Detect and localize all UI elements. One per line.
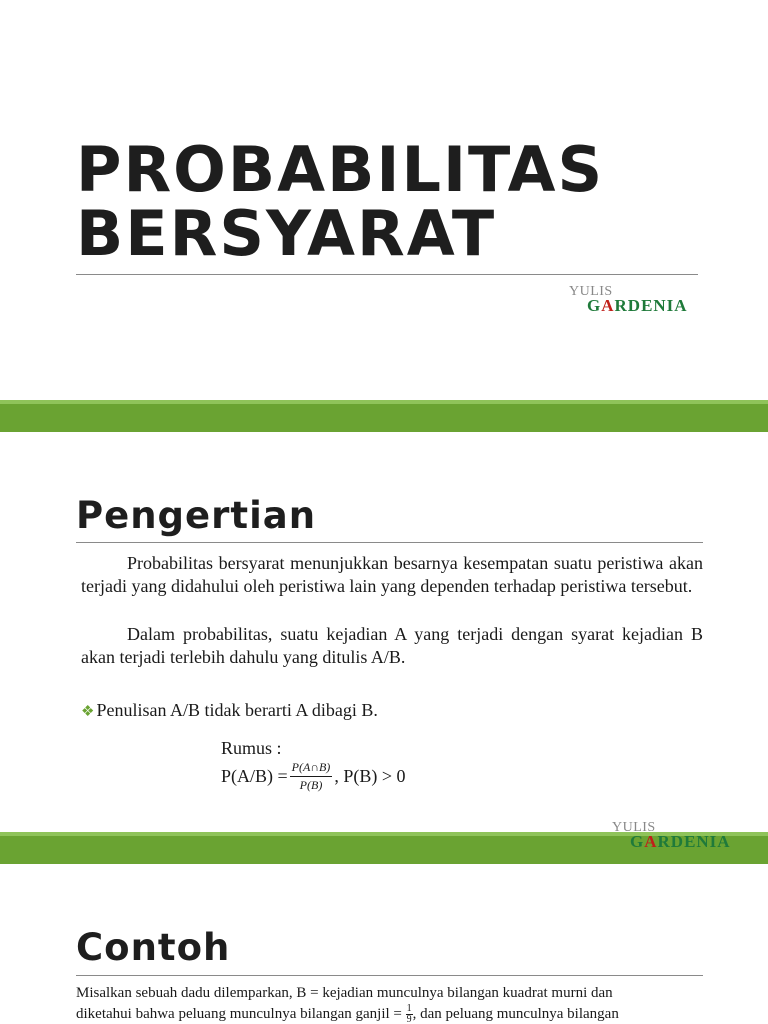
slide-title <box>76 133 605 270</box>
heading-divider <box>76 542 703 543</box>
formula-fraction: $\frac{P(A\cap B)}{P(B)}$ <box>291 760 331 792</box>
example-text: Misalkan sebuah dadu dilemparkan, B = kejadian munculnya bilangan kuadrat murni dan diketahui bahwa peluang munculnya bilangan ganjil = $\frac{1}{9}$ , dan peluang munculnya bilangan <box>76 985 619 1024</box>
gardenia-logo-2 <box>612 820 742 854</box>
definition-paragraph-1: Probabilitas bersyarat menunjukkan besarnya kesempatan suatu peristiwa akan terjadi yang didahului oleh peristiwa lain yang dependen terhadap peristiwa tersebut. <box>81 553 703 596</box>
title-divider <box>76 274 698 275</box>
formula-label: Rumus : <box>221 738 282 758</box>
definition-slide <box>0 432 768 832</box>
gardenia-logo <box>569 284 699 318</box>
section-heading: Contoh <box>76 926 231 969</box>
definition-paragraph-2: Dalam probabilitas, suatu kejadian A yang terjadi dengan syarat kejadian B akan terjadi terlebih dahulu yang ditulis A/B. <box>81 624 703 667</box>
title-line-2: BERSYARAT <box>76 197 497 270</box>
example-fraction: $\frac{1}{9}$ <box>406 1003 412 1024</box>
section-heading: Pengertian <box>76 494 317 537</box>
heading-divider <box>76 975 703 976</box>
bullet-note: ❖ Penulisan A/B tidak berarti A dibagi B. <box>81 700 378 720</box>
green-separator-band <box>0 400 768 432</box>
conditional-probability-formula: P(A/B) = $\frac{P(A\cap B)}{P(B)}$ , P(B) > 0 <box>221 760 406 792</box>
logo-brand: GARDENIA <box>587 296 688 315</box>
title-slide <box>0 0 768 400</box>
diamond-bullet-icon: ❖ <box>81 704 95 720</box>
logo-top-word: YULIS <box>569 284 613 299</box>
title-line-1: PROBABILITAS <box>76 133 605 206</box>
logo-brand: GARDENIA <box>630 832 731 851</box>
logo-top-word: YULIS <box>612 820 656 835</box>
example-slide <box>0 864 768 1024</box>
